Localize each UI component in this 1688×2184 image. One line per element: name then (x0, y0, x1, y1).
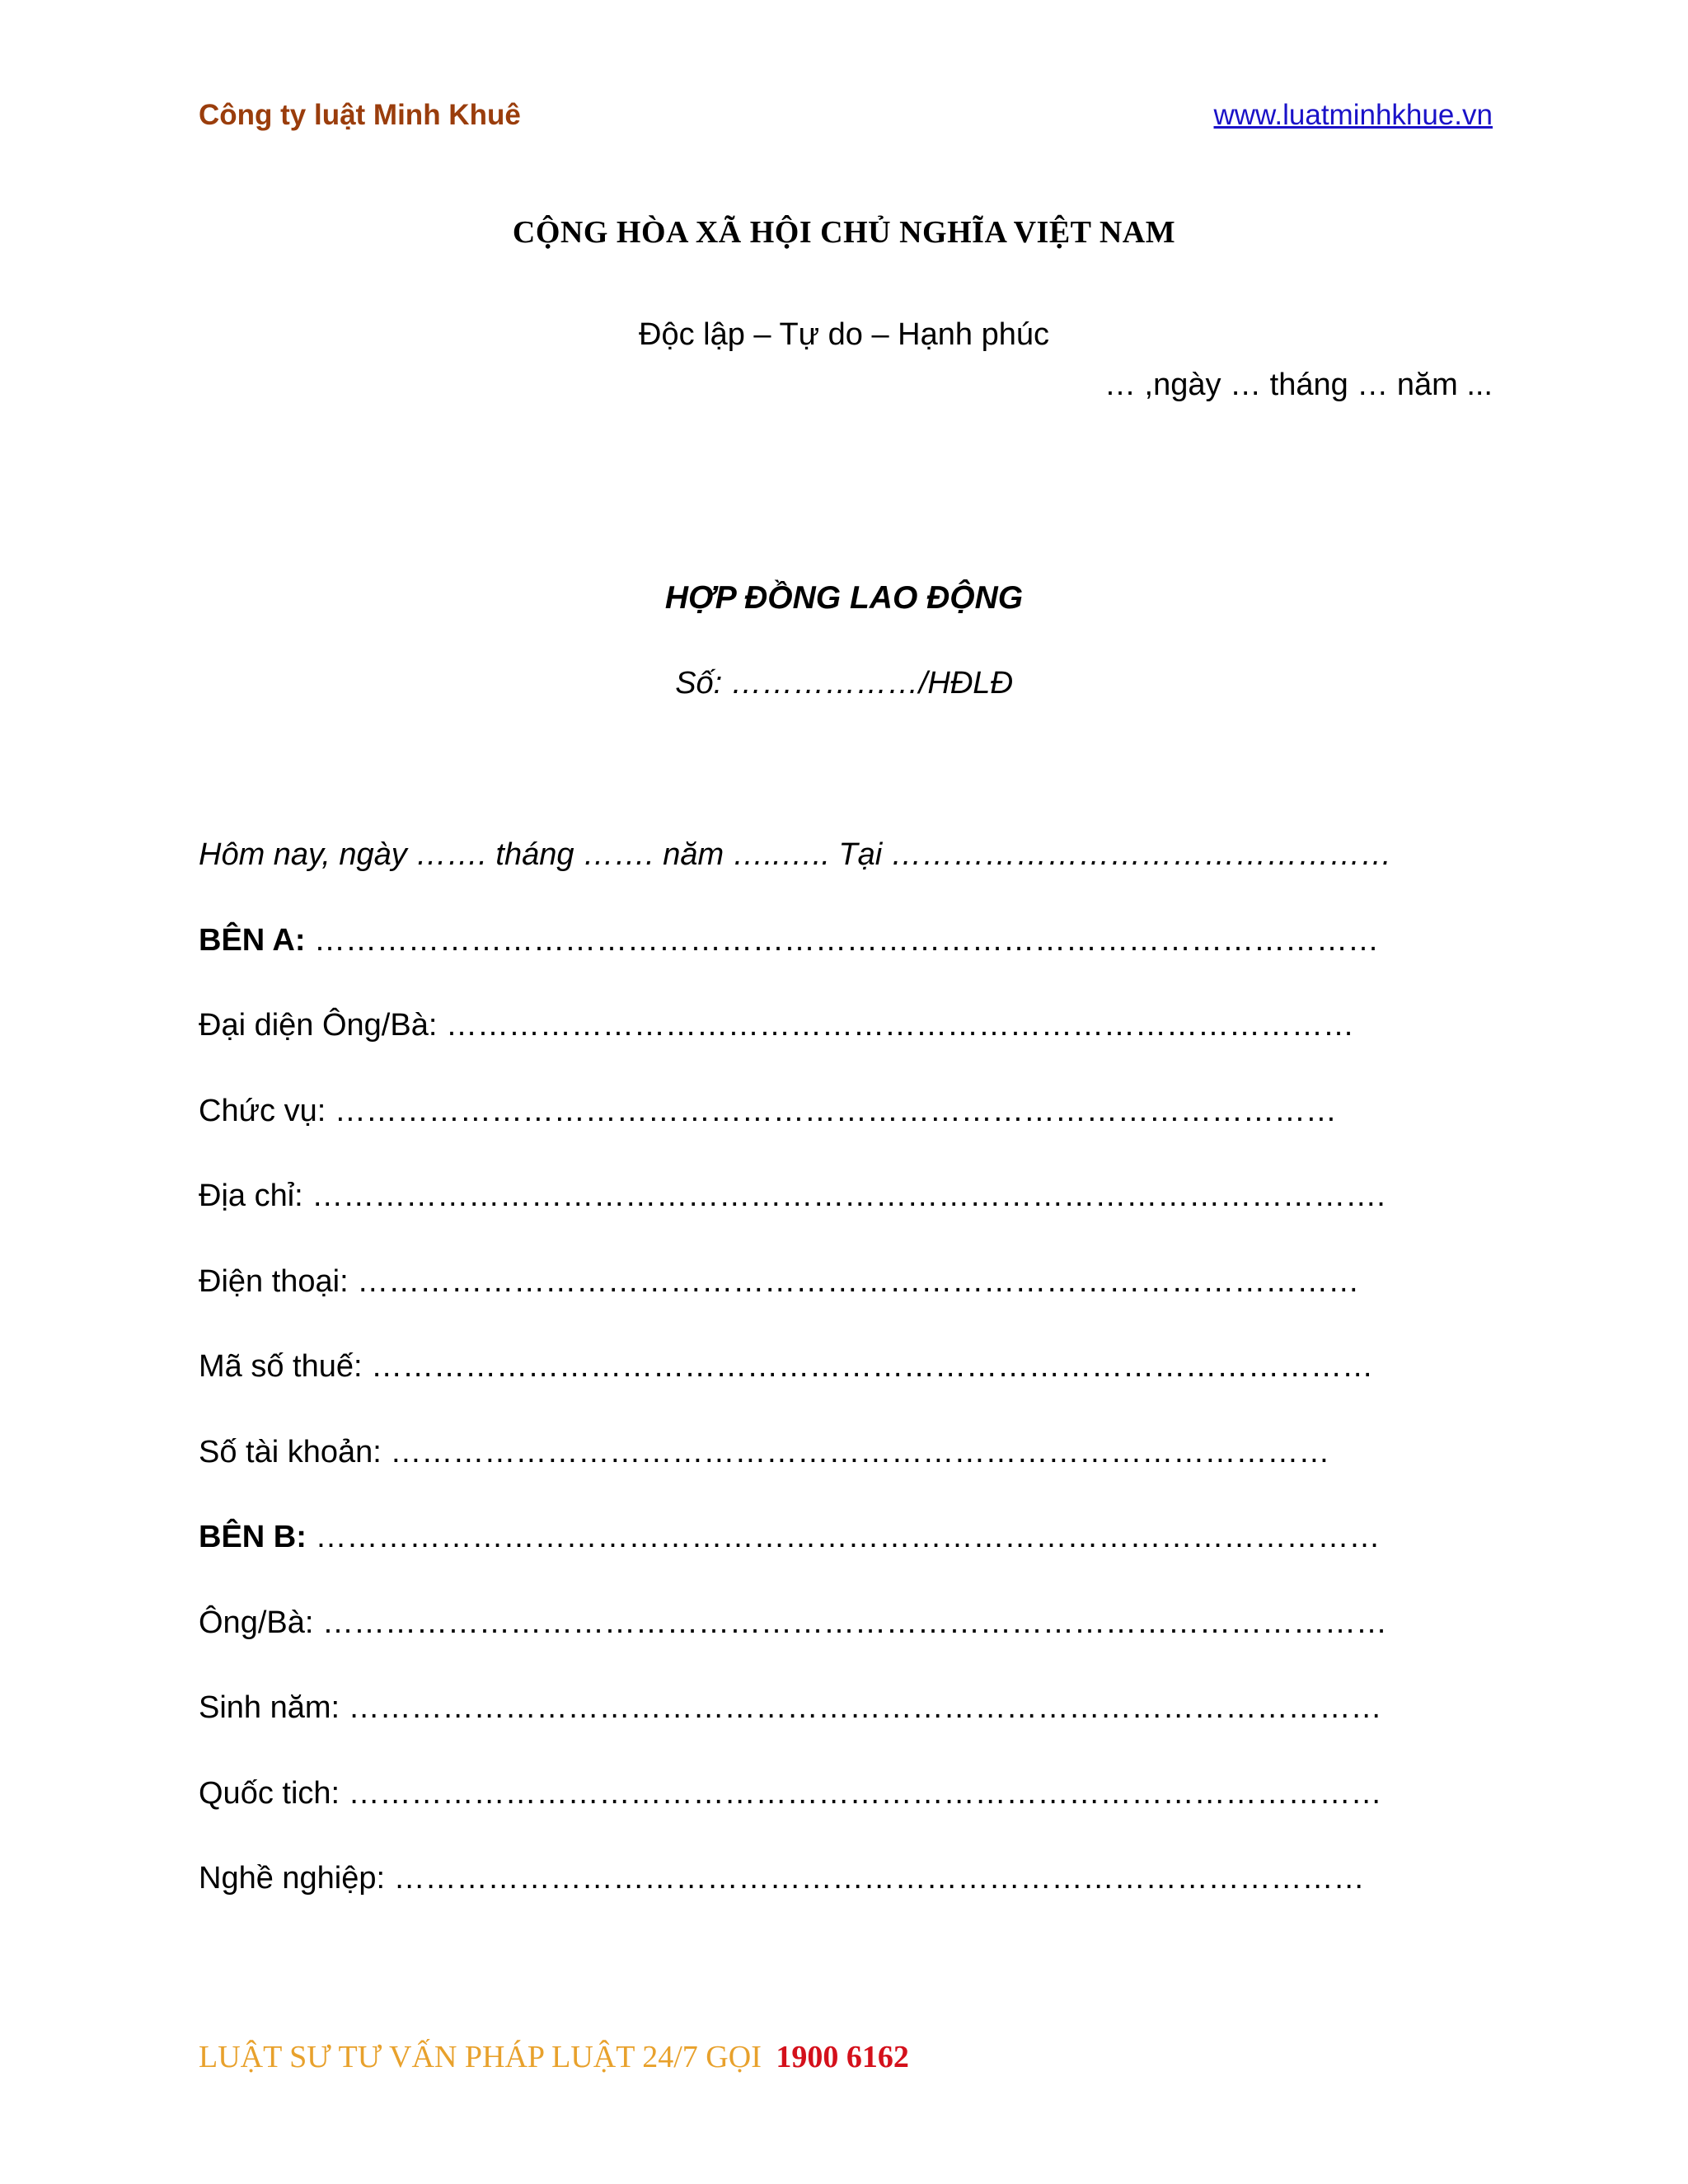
website-link[interactable]: www.luatminhkhue.vn (1213, 99, 1493, 131)
national-title: CỘNG HÒA XÃ HỘI CHỦ NGHĨA VIỆT NAM (512, 215, 1176, 250)
party-b-dots: ………………………………………………………………………………………… (315, 1520, 1381, 1554)
party-a-address: Địa chỉ: …………………………………………………………………………………………. (199, 1179, 1386, 1213)
company-name: Công ty luật Minh Khuê (199, 99, 521, 131)
party-a-position: Chức vụ: …………………………………………………………………………………… (199, 1094, 1337, 1128)
party-a-phone: Điện thoại: …………………………………………………………………………………… (199, 1264, 1360, 1299)
party-a-rep: Đại diện Ông/Bà: …………………………………………………………………………… (199, 1008, 1354, 1043)
national-motto: Độc lập – Tự do – Hạnh phúc (639, 317, 1049, 352)
party-a-line (199, 923, 1379, 958)
party-b-label: BÊN B: (199, 1520, 307, 1554)
party-a-tax-code: Mã số thuế: …………………………………………………………………………………… (199, 1349, 1374, 1384)
party-a-dots: ………………………………………………………………………………………… (314, 923, 1380, 958)
date-line: … ,ngày … tháng … năm ... (1104, 368, 1493, 402)
footer-phone[interactable]: 1900 6162 (776, 2040, 909, 2074)
party-b-occupation: Nghề nghiệp: ………………………………………………………………………………… (199, 1861, 1365, 1896)
party-a-label: BÊN A: (199, 923, 306, 958)
today-line: Hôm nay, ngày ……. tháng ……. năm …..….. Tại ………………………………………… (199, 837, 1392, 872)
footer-text: LUẬT SƯ TƯ VẤN PHÁP LUẬT 24/7 GỌI (199, 2040, 762, 2074)
document-title: HỢP ĐỒNG LAO ĐỘNG (664, 580, 1024, 616)
party-b-line (199, 1520, 1380, 1555)
party-b-birth-year: Sinh năm: ……………………………………………………………………………………… (199, 1690, 1382, 1725)
party-a-account: Số tài khoản: ……………………………………………………………………………… (199, 1435, 1330, 1469)
party-b-nationality: Quốc tich: ……………………………………………………………………………………… (199, 1776, 1382, 1811)
footer-hotline (199, 2039, 909, 2075)
document-number: Số: ………………/HĐLĐ (675, 666, 1013, 701)
party-b-name: Ông/Bà: ………………………………………………………………………………………… (199, 1605, 1387, 1640)
